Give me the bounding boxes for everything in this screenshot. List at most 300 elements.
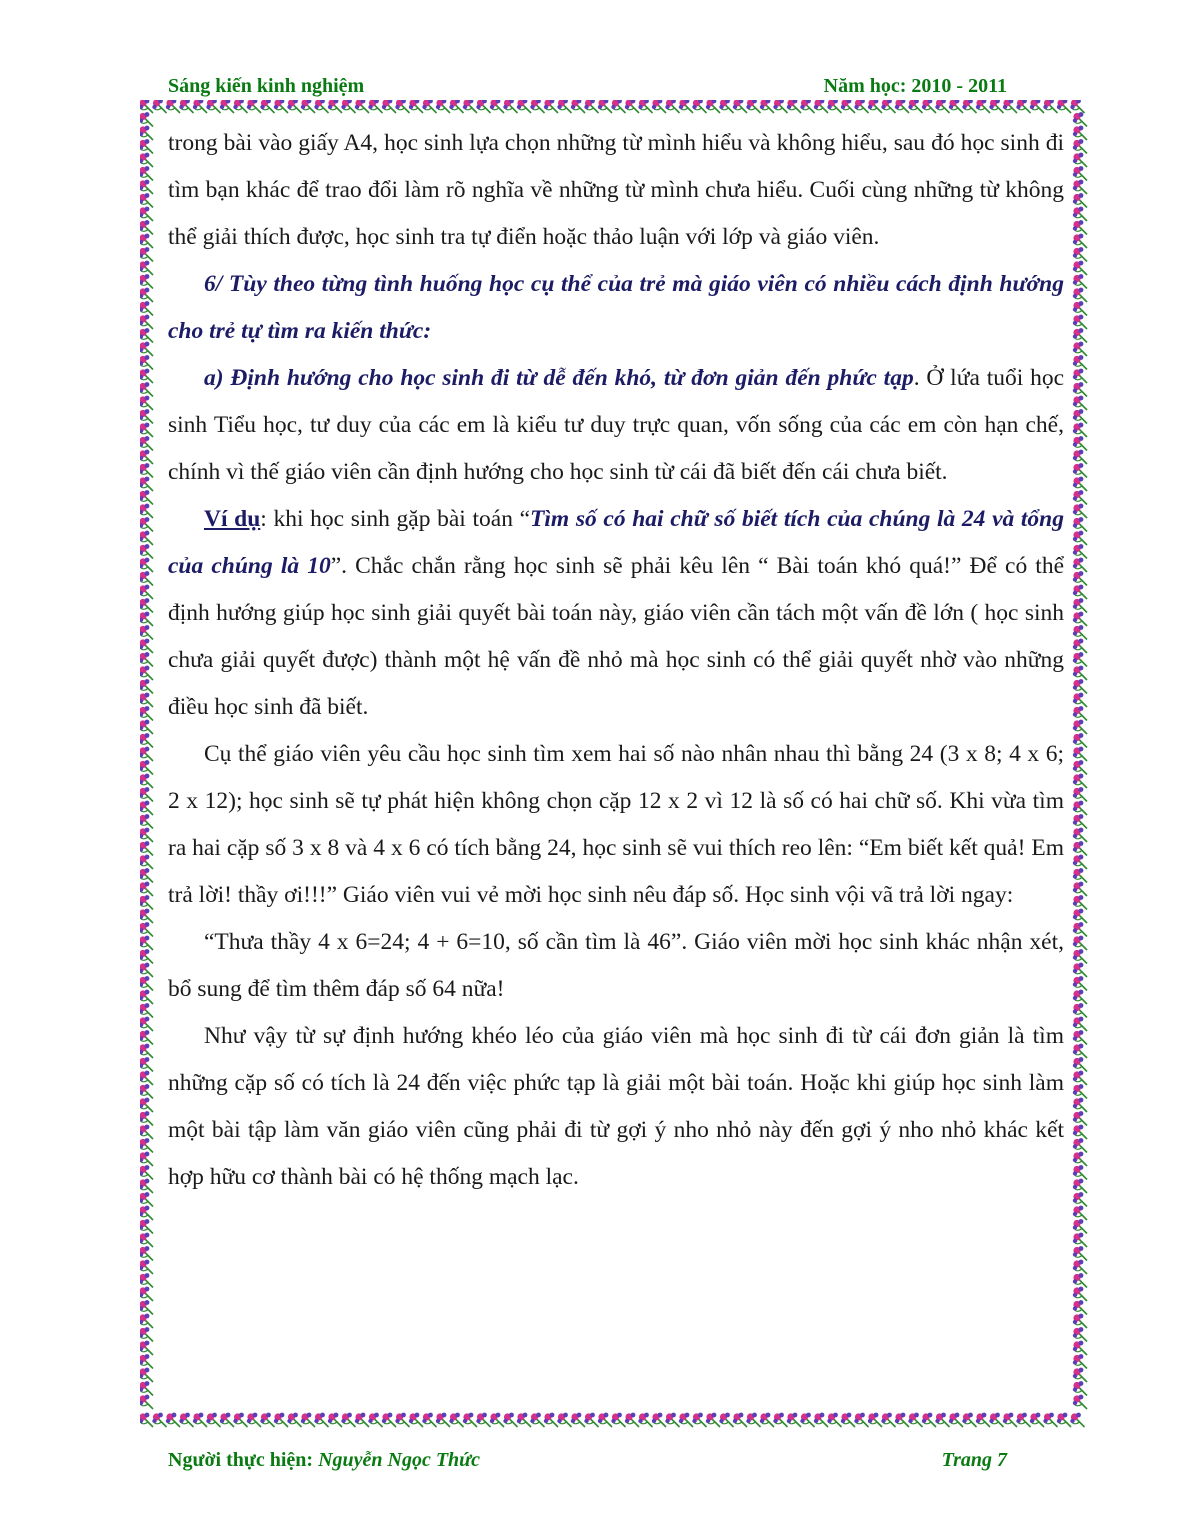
flower-sprig-icon <box>1070 100 1084 113</box>
flower-sprig-icon <box>1073 1368 1087 1382</box>
flower-sprig-icon <box>841 1413 855 1427</box>
flower-sprig-icon <box>1073 1138 1087 1152</box>
flower-sprig-icon <box>140 409 153 423</box>
flower-sprig-icon <box>355 100 369 113</box>
flower-sprig-icon <box>140 396 153 410</box>
flower-sprig-icon <box>140 1017 153 1031</box>
flower-sprig-icon <box>827 100 841 113</box>
flower-sprig-icon <box>1073 922 1087 936</box>
flower-sprig-icon <box>140 1381 153 1395</box>
flower-sprig-icon <box>140 207 153 221</box>
flower-sprig-icon <box>1073 949 1087 963</box>
flower-sprig-icon <box>1073 720 1087 734</box>
flower-sprig-icon <box>1073 814 1087 828</box>
flower-sprig-icon <box>140 382 153 396</box>
flower-sprig-icon <box>625 100 639 113</box>
footer-author <box>168 1449 480 1472</box>
flower-sprig-icon <box>638 1413 652 1427</box>
flower-sprig-icon <box>395 1413 409 1427</box>
flower-sprig-icon <box>1073 625 1087 639</box>
flower-sprig-icon <box>1003 1413 1017 1427</box>
flower-sprig-icon <box>140 1111 153 1125</box>
flower-sprig-icon <box>193 1413 207 1427</box>
flower-sprig-icon <box>140 423 153 437</box>
flower-sprig-icon <box>463 1413 477 1427</box>
flower-sprig-icon <box>1030 100 1044 113</box>
flower-sprig-icon <box>1073 787 1087 801</box>
paragraph-conclusion: Như vậy từ sự định hướng khéo léo của giáo viên mà học sinh đi từ cái đơn giản là tìm những cặp số có tích là 24 đến việc phức tạp là giải một bài toán. Hoặc khi giúp học sinh làm một bài tập làm văn giáo viên cũng phải đi từ gợi ý nho nhỏ này đến gợi ý nho nhỏ khác kết hợp hữu cơ thành bài có hệ thống mạch lạc. <box>168 1023 1064 1190</box>
flower-sprig-icon <box>787 100 801 113</box>
flower-sprig-icon <box>1073 639 1087 653</box>
flower-sprig-icon <box>1073 247 1087 261</box>
flower-sprig-icon <box>868 1413 882 1427</box>
flower-sprig-icon <box>140 220 153 234</box>
flower-sprig-icon <box>140 1179 153 1193</box>
flower-sprig-icon <box>140 1314 153 1328</box>
page-header <box>168 72 1007 100</box>
flower-sprig-icon <box>814 100 828 113</box>
flower-sprig-icon <box>800 100 814 113</box>
footer-page-number: Trang 7 <box>941 1448 1007 1471</box>
flower-sprig-icon <box>368 100 382 113</box>
flower-sprig-icon <box>382 100 396 113</box>
flower-sprig-icon <box>1073 288 1087 302</box>
flower-sprig-icon <box>140 558 153 572</box>
flower-sprig-icon <box>140 1287 153 1301</box>
flower-sprig-icon <box>140 720 153 734</box>
flower-sprig-icon <box>140 1354 153 1368</box>
flower-sprig-icon <box>140 342 153 356</box>
flower-sprig-icon <box>1073 855 1087 869</box>
flower-sprig-icon <box>665 100 679 113</box>
flower-sprig-icon <box>760 100 774 113</box>
flower-sprig-icon <box>1073 1071 1087 1085</box>
flower-sprig-icon <box>1073 828 1087 842</box>
flower-sprig-icon <box>140 774 153 788</box>
flower-sprig-icon <box>598 1413 612 1427</box>
flower-sprig-icon <box>140 1260 153 1274</box>
flower-sprig-icon <box>476 1413 490 1427</box>
flower-sprig-icon <box>503 1413 517 1427</box>
flower-sprig-icon <box>140 315 153 329</box>
flower-sprig-icon <box>1073 1354 1087 1368</box>
flower-sprig-icon <box>976 1413 990 1427</box>
flower-sprig-icon <box>773 100 787 113</box>
flower-sprig-icon <box>1073 207 1087 221</box>
flower-sprig-icon <box>1016 100 1030 113</box>
flower-sprig-icon <box>260 1413 274 1427</box>
flower-sprig-icon <box>140 180 153 194</box>
flower-sprig-icon <box>1073 1300 1087 1314</box>
flower-sprig-icon <box>625 1413 639 1427</box>
flower-sprig-icon <box>1073 166 1087 180</box>
example-intro: : khi học sinh gặp bài toán “ <box>260 506 531 532</box>
flower-sprig-icon <box>140 288 153 302</box>
flower-sprig-icon <box>140 909 153 923</box>
flower-sprig-icon <box>140 1044 153 1058</box>
flower-sprig-icon <box>140 990 153 1004</box>
flower-sprig-icon <box>1073 1152 1087 1166</box>
flower-sprig-icon <box>140 868 153 882</box>
flower-sprig-icon <box>517 100 531 113</box>
flower-sprig-icon <box>409 100 423 113</box>
flower-sprig-icon <box>881 1413 895 1427</box>
paragraph-example <box>168 496 1064 731</box>
flower-sprig-icon <box>140 1152 153 1166</box>
flower-sprig-icon <box>1073 396 1087 410</box>
footer-author-label: Người thực hiện: <box>168 1448 319 1471</box>
flower-sprig-icon <box>274 1413 288 1427</box>
flower-sprig-icon <box>490 100 504 113</box>
flower-sprig-icon <box>706 100 720 113</box>
flower-sprig-icon <box>140 490 153 504</box>
flower-sprig-icon <box>193 100 207 113</box>
flower-sprig-icon <box>140 517 153 531</box>
flower-sprig-icon <box>1073 652 1087 666</box>
flower-sprig-icon <box>1073 409 1087 423</box>
flower-sprig-icon <box>1073 274 1087 288</box>
flower-sprig-icon <box>140 1165 153 1179</box>
flower-sprig-icon <box>1073 571 1087 585</box>
flower-sprig-icon <box>328 100 342 113</box>
flower-sprig-icon <box>530 100 544 113</box>
flower-sprig-icon <box>530 1413 544 1427</box>
flower-sprig-icon <box>733 100 747 113</box>
flower-sprig-icon <box>140 274 153 288</box>
flower-sprig-icon <box>233 1413 247 1427</box>
flower-sprig-icon <box>140 922 153 936</box>
document-body <box>168 120 1064 1201</box>
flower-sprig-icon <box>1073 1179 1087 1193</box>
flower-sprig-icon <box>140 1327 153 1341</box>
flower-sprig-icon <box>476 100 490 113</box>
flower-sprig-icon <box>341 100 355 113</box>
example-text: ”. Chắc chắn rằng học sinh sẽ phải kêu lên “ Bài toán khó quá!” Để có thể định hướng giúp học sinh giải quyết bài toán này, giáo viên cần tách một vấn đề lớn ( học sinh chưa giải quyết được) thành một hệ vấn đề nhỏ mà học sinh có thể giải quyết nhờ vào những điều học sinh đã biết. <box>168 553 1064 720</box>
flower-sprig-icon <box>544 100 558 113</box>
flower-sprig-icon <box>1073 936 1087 950</box>
flower-sprig-icon <box>652 1413 666 1427</box>
flower-sprig-icon <box>1073 1381 1087 1395</box>
flower-sprig-icon <box>1073 531 1087 545</box>
flower-sprig-icon <box>1073 801 1087 815</box>
flower-sprig-icon <box>140 625 153 639</box>
flower-sprig-icon <box>140 598 153 612</box>
flower-sprig-icon <box>895 1413 909 1427</box>
flower-sprig-icon <box>140 801 153 815</box>
flower-sprig-icon <box>140 747 153 761</box>
flower-sprig-icon <box>854 100 868 113</box>
flower-sprig-icon <box>665 1413 679 1427</box>
flower-sprig-icon <box>1073 990 1087 1004</box>
flower-sprig-icon <box>1073 1084 1087 1098</box>
flower-sprig-icon <box>220 1413 234 1427</box>
flower-sprig-icon <box>1073 504 1087 518</box>
flower-sprig-icon <box>1073 1233 1087 1247</box>
flower-sprig-icon <box>140 436 153 450</box>
flower-sprig-icon <box>1016 1413 1030 1427</box>
flower-sprig-icon <box>1043 100 1057 113</box>
flower-sprig-icon <box>140 247 153 261</box>
flower-sprig-icon <box>140 1341 153 1355</box>
flower-sprig-icon <box>1073 1206 1087 1220</box>
flower-sprig-icon <box>1073 477 1087 491</box>
flower-sprig-icon <box>692 1413 706 1427</box>
flower-sprig-icon <box>922 1413 936 1427</box>
flower-sprig-icon <box>881 100 895 113</box>
flower-sprig-icon <box>1073 315 1087 329</box>
flower-sprig-icon <box>652 100 666 113</box>
flower-sprig-icon <box>140 1219 153 1233</box>
flower-sprig-icon <box>140 733 153 747</box>
flower-sprig-icon <box>1073 1165 1087 1179</box>
flower-sprig-icon <box>1073 733 1087 747</box>
flower-sprig-icon <box>140 1125 153 1139</box>
flower-sprig-icon <box>1073 868 1087 882</box>
flower-sprig-icon <box>140 855 153 869</box>
flower-sprig-icon <box>935 100 949 113</box>
flower-sprig-icon <box>490 1413 504 1427</box>
flower-sprig-icon <box>1073 112 1087 126</box>
example-label: Ví dụ <box>204 506 261 532</box>
flower-sprig-icon <box>140 1273 153 1287</box>
flower-sprig-icon <box>949 1413 963 1427</box>
flower-sprig-icon <box>1073 1219 1087 1233</box>
flower-sprig-icon <box>571 1413 585 1427</box>
subheading-a: a) Định hướng cho học sinh đi từ dễ đến khó, từ đơn giản đến phức tạp <box>204 365 914 391</box>
flower-sprig-icon <box>949 100 963 113</box>
flower-sprig-icon <box>152 1413 166 1427</box>
flower-sprig-icon <box>140 976 153 990</box>
flower-sprig-icon <box>1073 693 1087 707</box>
flower-sprig-icon <box>1073 126 1087 140</box>
flower-sprig-icon <box>638 100 652 113</box>
flower-sprig-icon <box>140 193 153 207</box>
flower-sprig-icon <box>1073 1260 1087 1274</box>
flower-sprig-icon <box>706 1413 720 1427</box>
flower-sprig-icon <box>841 100 855 113</box>
flower-sprig-icon <box>895 100 909 113</box>
paragraph-answer: “Thưa thầy 4 x 6=24; 4 + 6=10, số cần tìm là 46”. Giáo viên mời học sinh khác nhận xét, bổ sung để tìm thêm đáp số 64 nữa! <box>168 929 1064 1002</box>
flower-sprig-icon <box>1073 423 1087 437</box>
flower-sprig-icon <box>247 1413 261 1427</box>
flower-sprig-icon <box>422 100 436 113</box>
flower-sprig-icon <box>1073 585 1087 599</box>
flower-sprig-icon <box>166 1413 180 1427</box>
flower-sprig-icon <box>611 100 625 113</box>
flower-sprig-icon <box>449 1413 463 1427</box>
flower-sprig-icon <box>140 882 153 896</box>
flower-sprig-icon <box>140 463 153 477</box>
footer-author-name: Nguyễn Ngọc Thức <box>318 1448 481 1471</box>
flower-sprig-icon <box>1073 436 1087 450</box>
flower-sprig-icon <box>140 666 153 680</box>
flower-sprig-icon <box>1073 1044 1087 1058</box>
flower-sprig-icon <box>140 450 153 464</box>
flower-sprig-icon <box>140 706 153 720</box>
flower-sprig-icon <box>140 139 153 153</box>
flower-sprig-icon <box>1073 774 1087 788</box>
flower-sprig-icon <box>1073 976 1087 990</box>
flower-sprig-icon <box>140 1413 153 1427</box>
flower-sprig-icon <box>1073 139 1087 153</box>
flower-sprig-icon <box>1073 1273 1087 1287</box>
flower-sprig-icon <box>1073 1246 1087 1260</box>
flower-sprig-icon <box>1073 1125 1087 1139</box>
example-problem: Tìm số có hai chữ số biết tích của chúng là 24 và tổng của chúng là 10 <box>168 506 1065 579</box>
flower-sprig-icon <box>220 100 234 113</box>
flower-sprig-icon <box>140 841 153 855</box>
flower-sprig-icon <box>719 1413 733 1427</box>
page-footer <box>168 1446 1007 1474</box>
flower-sprig-icon <box>179 1413 193 1427</box>
flower-sprig-icon <box>140 1084 153 1098</box>
flower-sprig-icon <box>409 1413 423 1427</box>
flower-sprig-icon <box>247 100 261 113</box>
flower-sprig-icon <box>140 328 153 342</box>
paragraph-detail: Cụ thể giáo viên yêu cầu học sinh tìm xem hai số nào nhân nhau thì bằng 24 (3 x 8; 4 x 6; 2 x 12); học sinh sẽ tự phát hiện không chọn cặp 12 x 2 vì 12 là số có hai chữ số. Khi vừa tìm ra hai cặp số 3 x 8 và 4 x 6 có tích bằng 24, học sinh sẽ vui thích reo lên: “Em biết kết quả! Em trả lời! thầy ơi!!!” Giáo viên vui vẻ mời học sinh nêu đáp số. Học sinh vội vã trả lời ngay: <box>168 741 1064 908</box>
paragraph-a <box>168 355 1064 496</box>
flower-sprig-icon <box>140 355 153 369</box>
flower-sprig-icon <box>1073 450 1087 464</box>
flower-sprig-icon <box>140 639 153 653</box>
flower-sprig-icon <box>557 100 571 113</box>
flower-sprig-icon <box>422 1413 436 1427</box>
flower-sprig-icon <box>1073 301 1087 315</box>
flower-sprig-icon <box>140 1003 153 1017</box>
flower-sprig-icon <box>436 100 450 113</box>
flower-sprig-icon <box>557 1413 571 1427</box>
flower-sprig-icon <box>1073 963 1087 977</box>
flower-sprig-icon <box>760 1413 774 1427</box>
flower-sprig-icon <box>206 1413 220 1427</box>
flower-sprig-icon <box>679 1413 693 1427</box>
flower-sprig-icon <box>922 100 936 113</box>
flower-sprig-icon <box>140 544 153 558</box>
flower-sprig-icon <box>140 679 153 693</box>
flower-sprig-icon <box>1073 679 1087 693</box>
flower-sprig-icon <box>368 1413 382 1427</box>
header-school-year: Năm học: 2010 - 2011 <box>823 74 1007 97</box>
flower-sprig-icon <box>140 612 153 626</box>
flower-sprig-icon <box>463 100 477 113</box>
flower-sprig-icon <box>140 787 153 801</box>
flower-sprig-icon <box>140 1395 153 1409</box>
flower-sprig-icon <box>908 1413 922 1427</box>
flower-sprig-icon <box>1057 1413 1071 1427</box>
flower-sprig-icon <box>517 1413 531 1427</box>
flower-sprig-icon <box>1073 909 1087 923</box>
flower-sprig-icon <box>1073 342 1087 356</box>
flower-sprig-icon <box>611 1413 625 1427</box>
flower-sprig-icon <box>1073 1314 1087 1328</box>
flower-sprig-icon <box>1073 760 1087 774</box>
flower-sprig-icon <box>140 1098 153 1112</box>
flower-sprig-icon <box>1073 895 1087 909</box>
flower-sprig-icon <box>179 100 193 113</box>
flower-sprig-icon <box>1073 1395 1087 1409</box>
flower-sprig-icon <box>140 949 153 963</box>
flower-sprig-icon <box>1073 1057 1087 1071</box>
flower-sprig-icon <box>140 1300 153 1314</box>
flower-sprig-icon <box>328 1413 342 1427</box>
flower-sprig-icon <box>1073 261 1087 275</box>
flower-sprig-icon <box>140 828 153 842</box>
flower-sprig-icon <box>382 1413 396 1427</box>
flower-sprig-icon <box>140 112 153 126</box>
flower-sprig-icon <box>140 1192 153 1206</box>
flower-sprig-icon <box>140 936 153 950</box>
flower-sprig-icon <box>584 1413 598 1427</box>
flower-sprig-icon <box>814 1413 828 1427</box>
flower-sprig-icon <box>140 100 153 113</box>
flower-sprig-icon <box>140 895 153 909</box>
flower-sprig-icon <box>935 1413 949 1427</box>
flower-sprig-icon <box>1073 1017 1087 1031</box>
flower-sprig-icon <box>800 1413 814 1427</box>
flower-sprig-icon <box>140 301 153 315</box>
flower-sprig-icon <box>1073 517 1087 531</box>
flower-sprig-icon <box>140 1030 153 1044</box>
flower-sprig-icon <box>140 693 153 707</box>
flower-sprig-icon <box>544 1413 558 1427</box>
flower-sprig-icon <box>140 1233 153 1247</box>
flower-sprig-icon <box>140 369 153 383</box>
flower-sprig-icon <box>692 100 706 113</box>
flower-sprig-icon <box>140 760 153 774</box>
flower-sprig-icon <box>140 153 153 167</box>
flower-sprig-icon <box>140 814 153 828</box>
flower-sprig-icon <box>503 100 517 113</box>
flower-sprig-icon <box>140 1071 153 1085</box>
flower-sprig-icon <box>1073 355 1087 369</box>
flower-sprig-icon <box>233 100 247 113</box>
flower-sprig-icon <box>1073 612 1087 626</box>
flower-sprig-icon <box>719 100 733 113</box>
flower-sprig-icon <box>140 1206 153 1220</box>
flower-sprig-icon <box>1073 1098 1087 1112</box>
flower-sprig-icon <box>140 963 153 977</box>
flower-sprig-icon <box>733 1413 747 1427</box>
flower-sprig-icon <box>571 100 585 113</box>
flower-sprig-icon <box>1073 1003 1087 1017</box>
flower-sprig-icon <box>140 166 153 180</box>
flower-sprig-icon <box>140 261 153 275</box>
flower-sprig-icon <box>746 100 760 113</box>
flower-sprig-icon <box>584 100 598 113</box>
flower-sprig-icon <box>746 1413 760 1427</box>
flower-sprig-icon <box>1073 544 1087 558</box>
flower-sprig-icon <box>355 1413 369 1427</box>
flower-sprig-icon <box>1070 1413 1084 1427</box>
flower-sprig-icon <box>1073 1287 1087 1301</box>
flower-sprig-icon <box>1073 328 1087 342</box>
flower-sprig-icon <box>1073 369 1087 383</box>
flower-sprig-icon <box>166 100 180 113</box>
flower-sprig-icon <box>598 100 612 113</box>
flower-sprig-icon <box>1073 463 1087 477</box>
flower-sprig-icon <box>1003 100 1017 113</box>
flower-sprig-icon <box>140 652 153 666</box>
flower-sprig-icon <box>1073 558 1087 572</box>
header-title: Sáng kiến kinh nghiệm <box>168 74 365 97</box>
section-heading-6: 6/ Tùy theo từng tình huống học cụ thể của trẻ mà giáo viên có nhiều cách định hướng cho trẻ tự tìm ra kiến thức: <box>168 271 1064 344</box>
flower-sprig-icon <box>1073 598 1087 612</box>
flower-sprig-icon <box>962 1413 976 1427</box>
flower-sprig-icon <box>274 100 288 113</box>
flower-sprig-icon <box>341 1413 355 1427</box>
flower-sprig-icon <box>395 100 409 113</box>
flower-sprig-icon <box>260 100 274 113</box>
